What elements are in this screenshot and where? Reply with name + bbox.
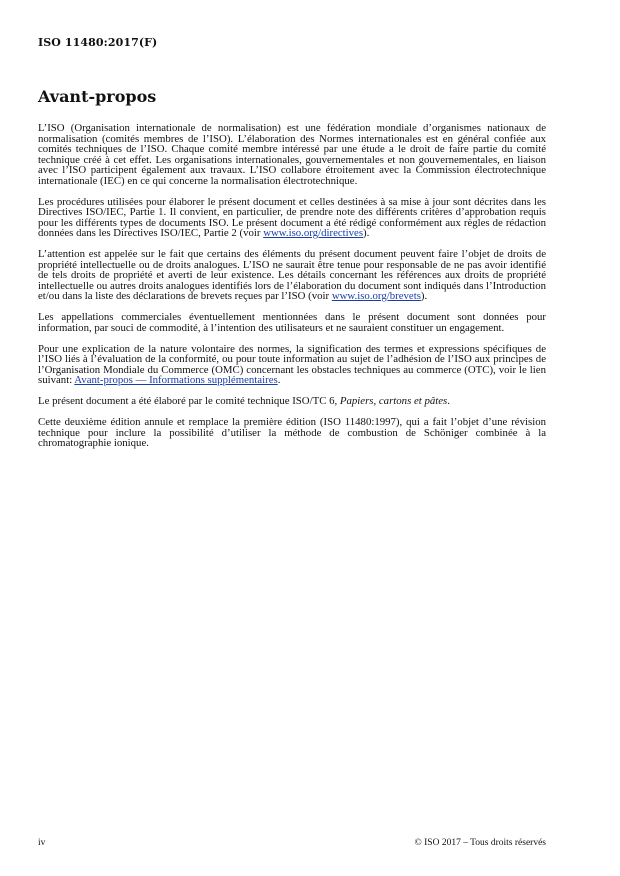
document-identifier: ISO 11480:2017(F) [38,36,158,49]
paragraph-text: Les procédures utilisées pour élaborer le présent document et celles destinées à sa mise à jour sont décrites dans les Directives ISO/IEC, Partie 1. Il convient, en particulier, de prendre note des différents critères d’approbation requis pour les différents types de documents ISO. Le présent document a été rédigé conformément aux règles de rédaction données dans les Directives ISO/IEC, Partie 2 (voir [38,195,546,239]
body-text [38,123,546,459]
paragraph-committee [38,396,546,407]
directives-link[interactable]: www.iso.org/directives [263,227,364,239]
committee-title: Papiers, cartons et pâtes [339,395,448,407]
copyright-notice: © ISO 2017 – Tous droits réservés [414,838,546,848]
paragraph-procedures [38,197,546,239]
paragraph-text: . [447,395,450,407]
paragraph-text: ). [363,227,370,239]
patents-link[interactable]: www.iso.org/brevets [331,290,421,302]
paragraph-text: Le présent document a été élaboré par le comité technique ISO/TC 6, [38,395,340,407]
paragraph-trade-names: Les appellations commerciales éventuellement mentionnées dans le présent document sont données pour information, par souci de commodité, à l’intention des utilisateurs et ne sauraient constituer un engagement. [38,311,546,334]
paragraph-text: Pour une explication de la nature volontaire des normes, la signification des termes et expressions spécifiques de l’ISO liés à l’évaluation de la conformité, ou pour toute information au sujet de l’adhésion de l’ISO aux principes de l’Organisation Mondiale du Commerce (OMC) concernant les obstacles techniques au commerce (OTC), voir le lien suivant: [38,342,546,386]
paragraph-text: . [277,374,281,386]
paragraph-text: ). [420,290,428,302]
paragraph-patent-rights [38,249,546,302]
paragraph-edition: Cette deuxième édition annule et remplace la première édition (ISO 11480:1997), qui a fait l’objet d’une révision technique pour inclure la possibilité d’utiliser la méthode de combustion de Schöniger combinée à la chromatographie ionique. [38,416,546,449]
paragraph-iso-organisation: L’ISO (Organisation internationale de normalisation) est une fédération mondiale d’organismes nationaux de normalisation (comités membres de l’ISO). L’élaboration des Normes internationales est en général confiée aux comités techniques de l’ISO. Chaque comité membre intéressé par une étude a le droit de faire partie du comité technique créé à cet effet. Les organisations internationales, gouvernementales et non gouvernementales, en liaison avec l’ISO participent également aux travaux. L’ISO collabore étroitement avec la Commission électrotechnique internationale (IEC) en ce qui concerne la normalisation électrotechnique. [38,122,546,187]
supplementary-info-link[interactable]: Avant-propos — Informations supplémentaires [74,374,278,386]
paragraph-voluntary-nature [38,344,546,386]
paragraph-text: L’attention est appelée sur le fait que certains des éléments du présent document peuvent faire l’objet de droits de propriété intellectuelle ou de droits analogues. L’ISO ne saurait être tenue pour responsable de ne pas avoir identifié de tels droits de propriété et averti de leur existence. Les détails concernant les références aux droits de propriété intellectuelle ou autres droits analogues identifiés lors de l’élaboration du document sont indiqués dans l’Introduction et/ou dans la liste des déclarations de brevets reçues par l’ISO (voir [38,248,546,302]
section-title: Avant-propos [38,87,157,106]
page-number: iv [38,838,46,848]
